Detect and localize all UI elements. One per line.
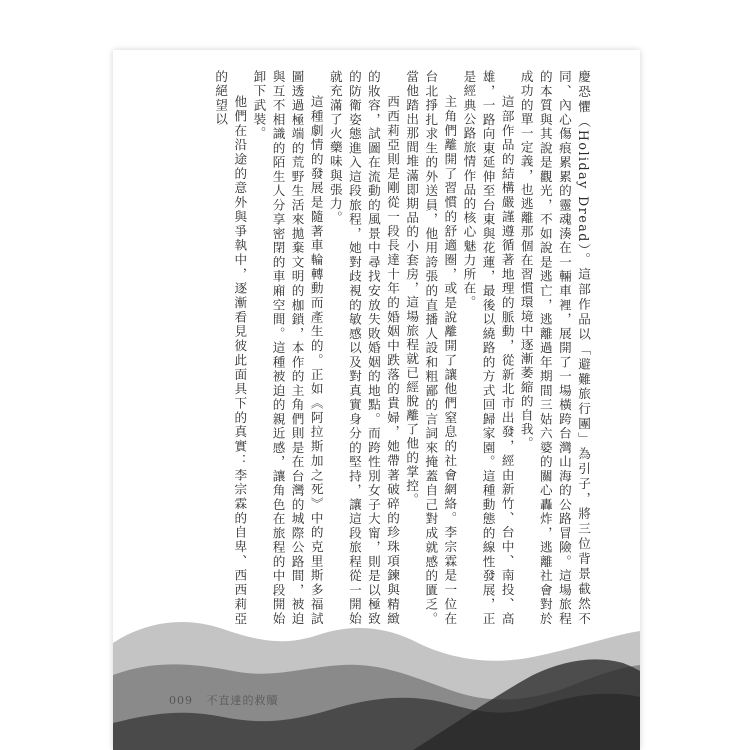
paragraph: 這部作品的結構嚴謹遵循著地理的脈動，從新北市出發，經由新竹、台中、南投、高雄，一路向東延伸至台東與花蓮，最後以繞路的方式回歸家園。這種動態的線性發展，正是經典公路旅情作品的核心魅力所在。 (461, 70, 515, 626)
vertical-body-text (163, 70, 593, 626)
mountain-illustration (113, 605, 640, 750)
page-number: 009 (169, 694, 193, 707)
paragraph: 慶恐懼（Holiday Dread）。這部作品以「避難旅行團」為引子，將三位背景截然不同、內心傷痕累累的靈魂湊在一輛車裡，展開了一場橫跨台灣山海的公路冒險。這場旅程的本質與其說是觀光，不如說是逃亡，逃離過年期間三姑六婆的關心轟炸，逃離社會對於成功的單一定義，也逃離那個在習慣環境中逐漸萎縮的自我。 (518, 70, 591, 626)
paragraph: 西西莉亞則是剛從一段長達十年的婚姻中跌落的貴婦，她帶著破碎的珍珠項鍊與精緻的妝容，試圖在流動的風景中尋找安放失敗婚姻的地點。而跨性別女子大甯，則是以極致的防衛姿態進入這段旅程，她對歧視的敏感以及對真實身分的堅持，讓這段旅程從一開始就充滿了火藥味與張力。 (327, 70, 401, 626)
page-folio (169, 692, 279, 708)
paragraph: 他們在沿途的意外與爭執中，逐漸看見彼此面具下的真實：李宗霖的自卑、西西莉亞的絕望以 (213, 70, 248, 626)
running-title: 不直達的救贖 (206, 694, 279, 707)
paragraph: 這種劇情的發展是隨著車輪轉動而產生的。正如《阿拉斯加之死》中的克里斯多福試圖透過極端的荒野生活來拋棄文明的枷鎖，本作的主角們則是在台灣的城際公路間，被迫與互不相識的陌生人分享密閉的車廂空間。這種被迫的親近感，讓角色在旅程的中段開始卸下武裝。 (251, 70, 324, 626)
paragraph: 主角們離開了習慣的舒適圈，或是說離開了讓他們窒息的社會網絡。李宗霖是一位在台北掙扎求生的外送員，他用誇張的直播人設和粗鄙的言詞來掩蓋自己對成就感的匱乏。當他踏出那間堆滿即期品的小套房，這場旅程就已經脫離了他的掌控。 (404, 70, 458, 626)
book-page (113, 50, 640, 750)
